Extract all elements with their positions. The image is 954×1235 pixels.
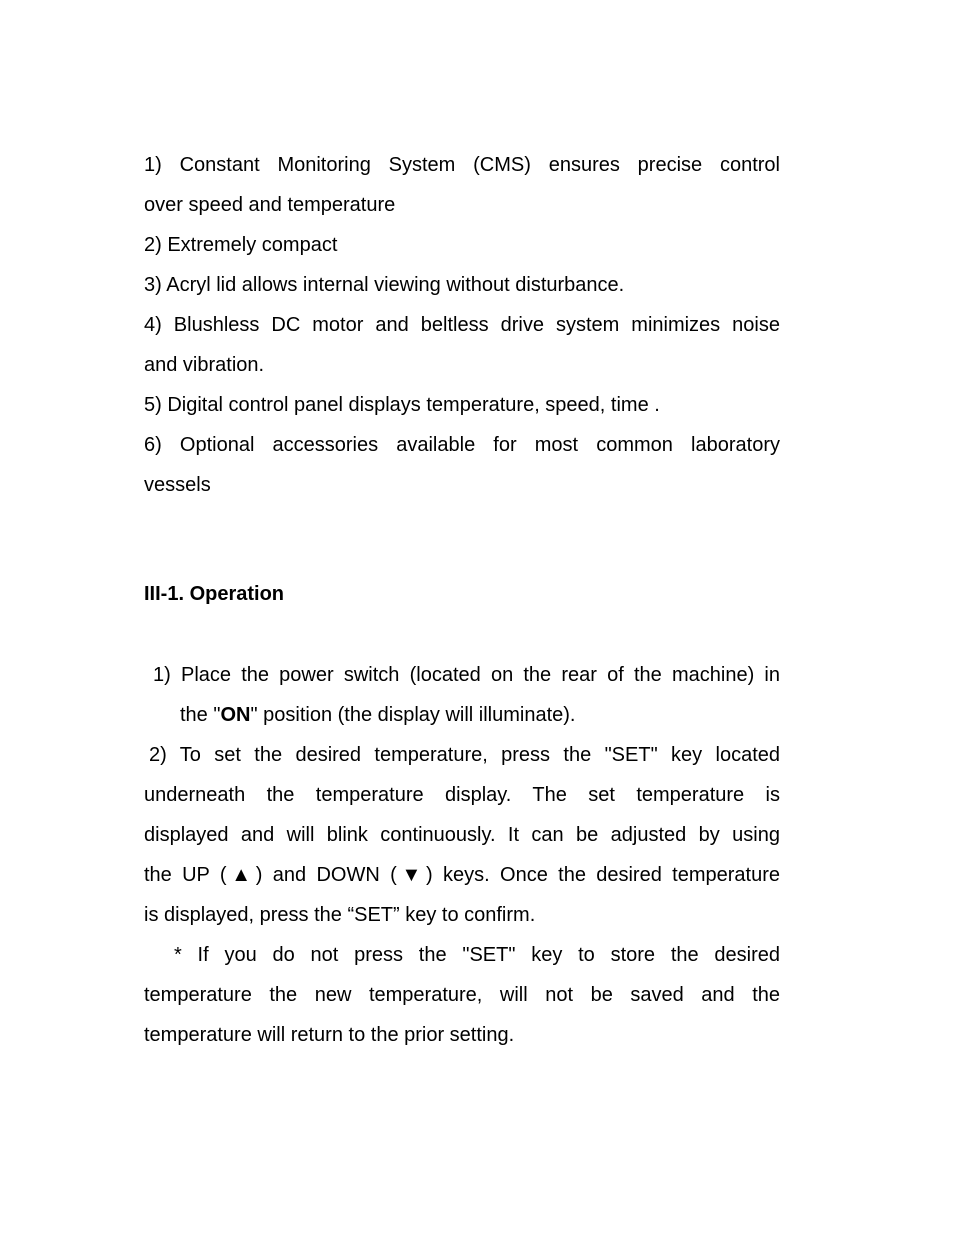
feature-item-5: 5) Digital control panel displays temperature, speed, time . xyxy=(144,394,660,416)
feature-item-6-line-2: vessels xyxy=(144,474,211,496)
step-1-text-pre: the " xyxy=(180,704,221,726)
step-2-line-3: displayed and will blink continuously. It can be adjusted by using xyxy=(144,824,780,846)
feature-item-3: 3) Acryl lid allows internal viewing without disturbance. xyxy=(144,274,625,296)
feature-item-4-line-2: and vibration. xyxy=(144,354,265,376)
step-2-line-2: underneath the temperature display. The set temperature is xyxy=(144,784,780,806)
step-2-line-1: 2) To set the desired temperature, press the "SET" key located xyxy=(149,744,780,766)
feature-list xyxy=(144,145,780,505)
step-1-line-2 xyxy=(144,695,780,735)
feature-item-1-line-1: 1) Constant Monitoring System (CMS) ensures precise control xyxy=(144,154,780,176)
step-2-line-5: is displayed, press the “SET” key to confirm. xyxy=(144,904,536,926)
feature-item-4-line-1: 4) Blushless DC motor and beltless drive system minimizes noise xyxy=(144,314,780,336)
note-line-1: * If you do not press the "SET" key to store the desired xyxy=(174,944,780,966)
feature-item-6-line-1: 6) Optional accessories available for most common laboratory xyxy=(144,434,780,456)
step-2-line-4: the UP (▲) and DOWN (▼) keys. Once the desired temperature xyxy=(144,864,780,886)
note-line-3: temperature will return to the prior setting. xyxy=(144,1024,515,1046)
step-1-text-post: " position (the display will illuminate). xyxy=(250,704,576,726)
on-position-label: ON xyxy=(220,704,251,726)
feature-item-1-line-2: over speed and temperature xyxy=(144,194,396,216)
operation-steps xyxy=(144,655,780,1055)
feature-item-2: 2) Extremely compact xyxy=(144,234,338,256)
note-line-2: temperature the new temperature, will not be saved and the xyxy=(144,984,780,1006)
step-1-line-1: 1) Place the power switch (located on the rear of the machine) in xyxy=(153,664,780,686)
document-page xyxy=(144,145,780,1055)
section-heading: III-1. Operation xyxy=(144,583,285,605)
